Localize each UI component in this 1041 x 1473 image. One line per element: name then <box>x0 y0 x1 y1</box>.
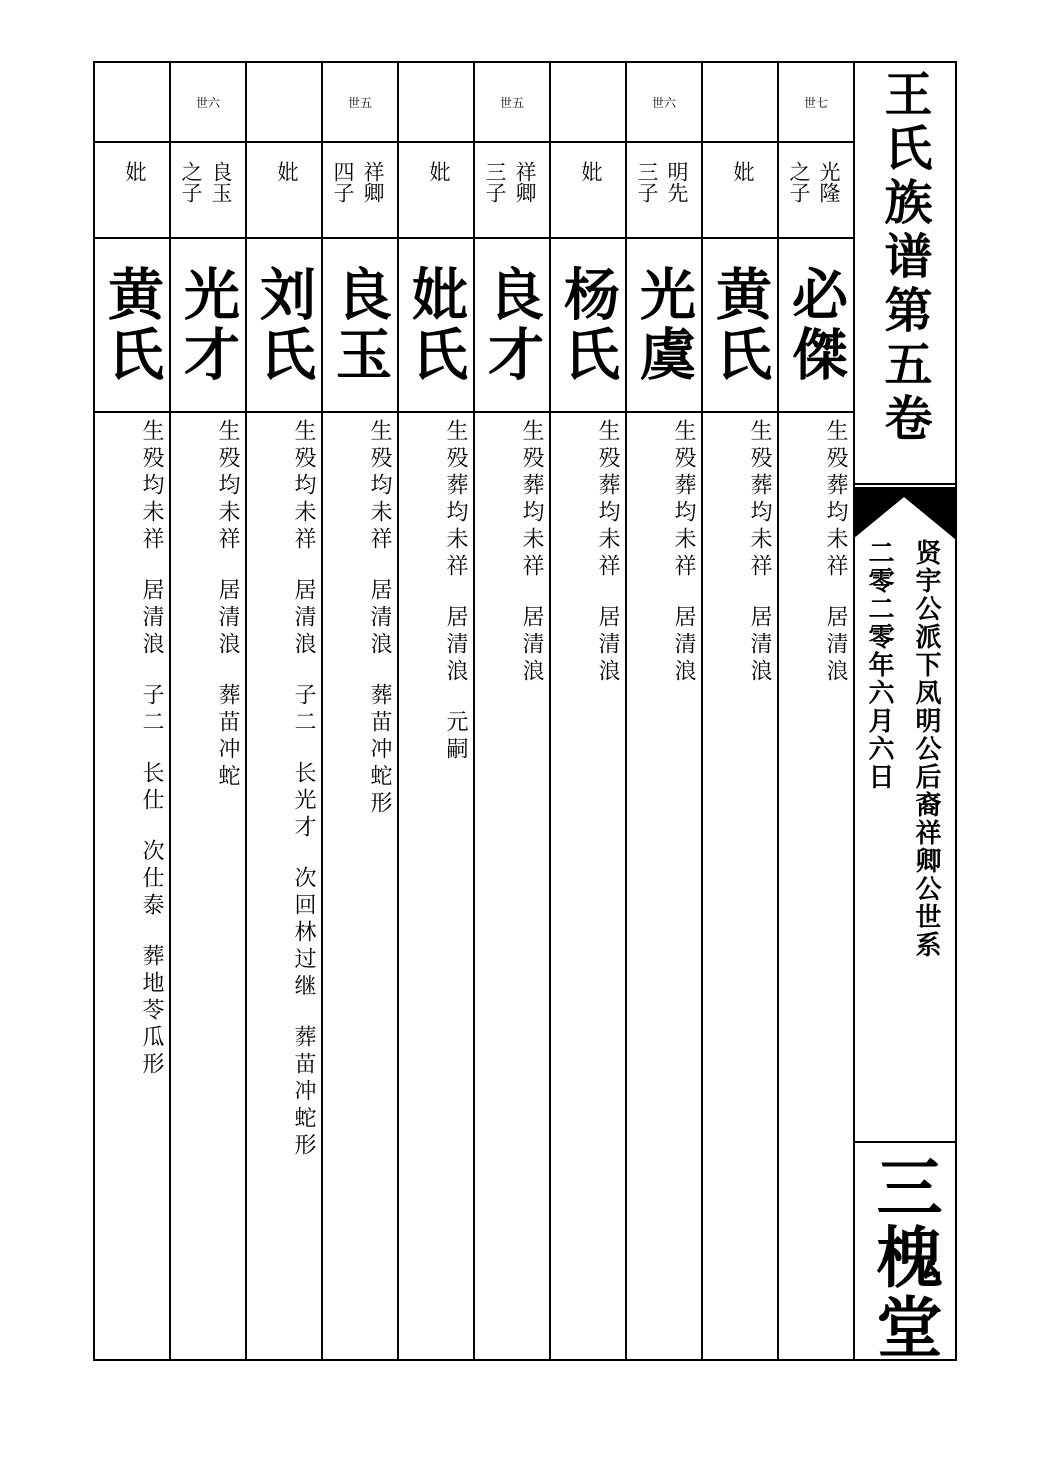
biography-text: 生殁葬均未祥 居清浪 <box>823 419 848 686</box>
biography <box>627 413 701 1359</box>
relation-label-part: 明先 <box>665 161 689 203</box>
relation-label <box>703 143 777 239</box>
relation-label-part: 三子 <box>635 161 659 203</box>
relation-label <box>779 143 853 239</box>
person-name-text: 良玉 <box>327 265 393 385</box>
biography-text: 生殁均未祥 居清浪 子二 长仕 次仕泰 葬地苓瓜形 <box>139 419 164 1079</box>
biography <box>323 413 397 1359</box>
relation-label-part: 妣 <box>427 161 451 182</box>
person-name-text: 光才 <box>175 265 241 385</box>
biography <box>703 413 777 1359</box>
person-name-text: 杨氏 <box>555 265 621 385</box>
hall-name <box>853 1153 955 1363</box>
generation-label: 世六 <box>627 63 701 143</box>
biography-text: 生殁均未祥 居清浪 葬苗冲蛇形 <box>367 419 392 818</box>
biography <box>247 413 321 1359</box>
ribbon-marker <box>853 487 955 539</box>
biography-text: 生殁葬均未祥 居清浪 <box>747 419 772 686</box>
person-name <box>247 239 321 413</box>
relation-label-part: 良玉 <box>209 161 233 203</box>
relation-label <box>323 143 397 239</box>
generation-label: 世六 <box>171 63 245 143</box>
generation-label: 世五 <box>323 63 397 143</box>
header-column <box>853 63 955 1363</box>
record-column <box>475 63 551 1359</box>
relation-label <box>171 143 245 239</box>
generation-label: 世七 <box>779 63 853 143</box>
book-title <box>853 69 955 447</box>
relation-label-part: 之子 <box>787 161 811 203</box>
relation-label <box>551 143 625 239</box>
person-name-text: 光虞 <box>631 265 697 385</box>
person-name <box>399 239 473 413</box>
biography <box>399 413 473 1359</box>
relation-label-part: 祥卿 <box>361 161 385 203</box>
relation-label-part: 祥卿 <box>513 161 537 203</box>
genealogy-page <box>93 61 957 1361</box>
divider <box>853 1141 955 1143</box>
record-column <box>95 63 171 1359</box>
divider <box>853 483 955 485</box>
record-column <box>247 63 323 1359</box>
relation-label-part: 妣 <box>123 161 147 182</box>
biography <box>95 413 169 1359</box>
generation-label <box>703 63 777 143</box>
record-column <box>323 63 399 1359</box>
person-name <box>551 239 625 413</box>
person-name-text: 黄氏 <box>99 265 165 385</box>
compile-date: 二零二零年六月六日 <box>864 539 894 791</box>
biography-text: 生殁葬均未祥 居清浪 <box>595 419 620 686</box>
biography <box>779 413 853 1359</box>
generation-label <box>95 63 169 143</box>
person-name-text: 妣氏 <box>403 265 469 385</box>
generation-label <box>399 63 473 143</box>
biography <box>171 413 245 1359</box>
relation-label-part: 四子 <box>331 161 355 203</box>
generation-label <box>247 63 321 143</box>
record-column <box>171 63 247 1359</box>
relation-label-part: 妣 <box>579 161 603 182</box>
relation-label-part: 妣 <box>731 161 755 182</box>
person-name-text: 良才 <box>479 265 545 385</box>
biography-text: 生殁葬均未祥 居清浪 <box>519 419 544 686</box>
generation-label <box>551 63 625 143</box>
record-column <box>551 63 627 1359</box>
hall-name-text: 三槐堂 <box>865 1153 943 1363</box>
generation-label: 世五 <box>475 63 549 143</box>
biography-text: 生殁均未祥 居清浪 葬苗冲蛇 <box>215 419 240 791</box>
relation-label-part: 光隆 <box>817 161 841 203</box>
person-name-text: 黄氏 <box>707 265 773 385</box>
relation-label <box>627 143 701 239</box>
person-name-text: 必傑 <box>783 265 849 385</box>
biography <box>475 413 549 1359</box>
biography-text: 生殁葬均未祥 居清浪 <box>671 419 696 686</box>
book-title-text: 王氏族谱第五卷 <box>876 69 932 447</box>
relation-label <box>95 143 169 239</box>
lineage-subtitle: 贤宇公派下凤明公后裔祥卿公世系 <box>911 539 941 959</box>
person-name <box>703 239 777 413</box>
person-name <box>171 239 245 413</box>
person-name <box>627 239 701 413</box>
biography-text: 生殁均未祥 居清浪 子二 长光才 次回林过继 葬苗冲蛇形 <box>291 419 316 1160</box>
record-column <box>627 63 703 1359</box>
person-name <box>779 239 853 413</box>
person-name-text: 刘氏 <box>251 265 317 385</box>
biography-text: 生殁葬均未祥 居清浪 元嗣 <box>443 419 468 764</box>
relation-label <box>247 143 321 239</box>
person-name <box>475 239 549 413</box>
relation-label-part: 之子 <box>179 161 203 203</box>
relation-label <box>475 143 549 239</box>
record-column <box>779 63 855 1359</box>
relation-label <box>399 143 473 239</box>
person-name <box>95 239 169 413</box>
record-column <box>703 63 779 1359</box>
person-name <box>323 239 397 413</box>
relation-label-part: 三子 <box>483 161 507 203</box>
record-column <box>399 63 475 1359</box>
relation-label-part: 妣 <box>275 161 299 182</box>
biography <box>551 413 625 1359</box>
